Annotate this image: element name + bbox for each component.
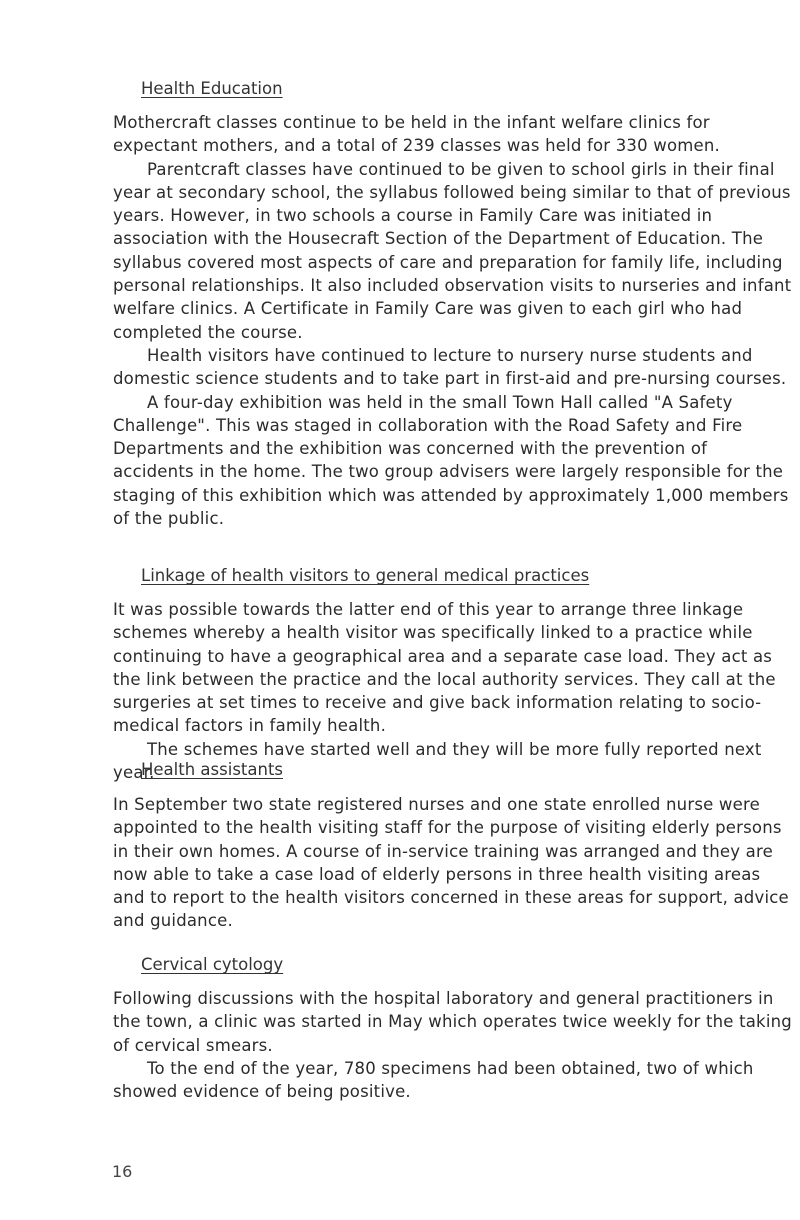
paragraph: Following discussions with the hospital laboratory and general practitioners in the town, a clinic was started in May which operates twice weekly for the taking of cervical smears. xyxy=(113,989,792,1055)
paragraph: To the end of the year, 780 specimens had been obtained, two of which showed evidence of being positive. xyxy=(113,1058,754,1102)
paragraph: Mothercraft classes continue to be held in the infant welfare clinics for expectant mothers, and a total of 239 classes was held for 330 women. xyxy=(113,113,720,156)
paragraph: Health visitors have continued to lecture to nursery nurse students and domestic science students and to take part in first-aid and pre-nursing courses. xyxy=(113,345,787,389)
section-heading-linkage: Linkage of health visitors to general medical practices xyxy=(141,566,590,585)
section-heading-health-education: Health Education xyxy=(141,79,283,98)
paragraph: The schemes have started well and they will be more fully reported next year. xyxy=(113,739,762,783)
section-cervical-cytology xyxy=(113,987,793,1103)
paragraph: Parentcraft classes have continued to be given to school girls in their final year at secondary school, the syllabus followed being similar to that of previous years. However, in two schools a course in Family Care was initiated in association with the Housecraft Section of the Department of Education. The syllabus covered most aspects of care and preparation for family life, including personal relationships. It also included observation visits to nurseries and infant welfare clinics. A Certificate in Family Care was given to each girl who had completed the course. xyxy=(113,159,792,342)
paragraph: It was possible towards the latter end of this year to arrange three linkage schemes whereby a health visitor was specifically linked to a practice while continuing to have a geographical area and a separate case load. They act as the link between the practice and the local authority services. They call at the surgeries at set times to receive and give back information relating to socio-medical factors in family health. xyxy=(113,600,776,736)
paragraph: In September two state registered nurses and one state enrolled nurse were appointed to the health visiting staff for the purpose of visiting elderly persons in their own homes. A course of in-service training was arranged and they are now able to take a case load of elderly persons in three health visiting areas and to report to the health visitors concerned in these areas for support, advice and guidance. xyxy=(113,795,789,931)
section-health-education xyxy=(113,111,793,530)
section-health-assistants xyxy=(113,793,793,933)
paragraph: A four-day exhibition was held in the small Town Hall called "A Safety Challenge". This was staged in collaboration with the Road Safety and Fire Departments and the exhibition was concerned with the prevention of accidents in the home. The two group advisers were largely responsible for the staging of this exhibition which was attended by approximately 1,000 members of the public. xyxy=(113,392,789,529)
section-linkage xyxy=(113,598,793,784)
section-heading-cervical-cytology: Cervical cytology xyxy=(141,955,284,974)
page-number: 16 xyxy=(112,1162,133,1181)
section-heading-health-assistants: Health assistants xyxy=(141,760,284,779)
